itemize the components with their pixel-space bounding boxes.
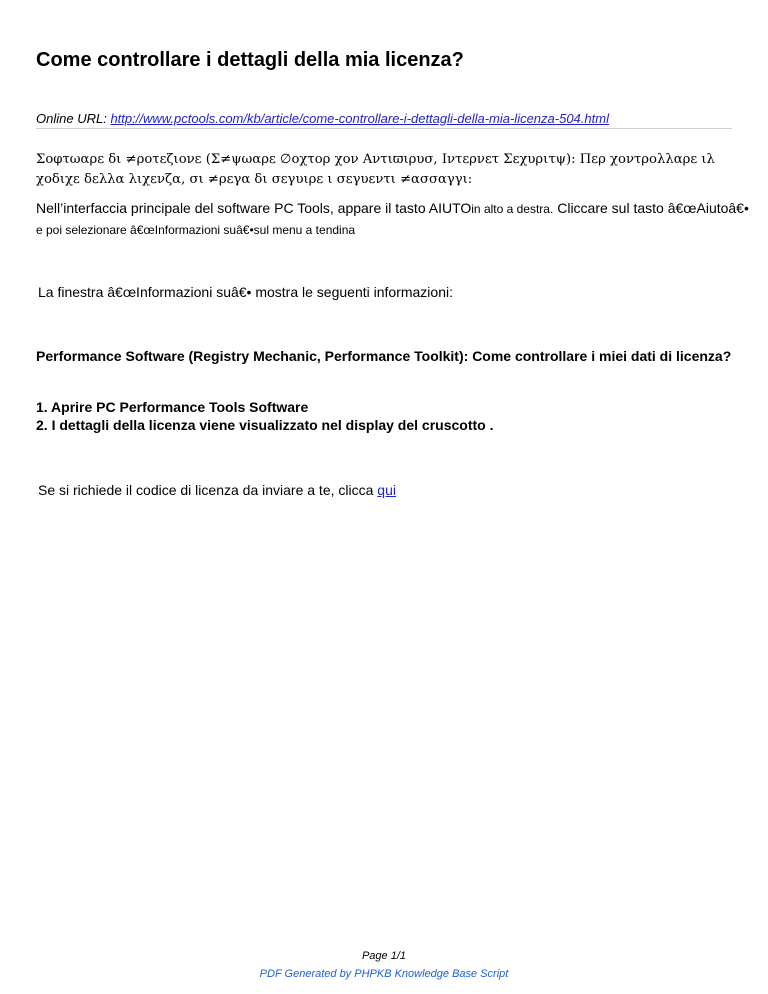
aiuto-label: AIUTO	[428, 200, 472, 216]
interface-text-2: in alto a destra.	[471, 202, 554, 216]
codice-text: Se si richiede il codice di licenza da inviare a te, clicca	[38, 482, 374, 498]
performance-heading: Performance Software (Registry Mechanic, Performance Toolkit): Come controllare i miei dati di licenza?	[36, 348, 732, 364]
interface-paragraph	[36, 198, 756, 240]
page-number: Page 1/1	[361, 950, 407, 962]
online-url-line	[36, 111, 609, 126]
interface-text-3: Cliccare sul tasto	[557, 200, 664, 216]
header-divider	[36, 128, 732, 129]
codice-paragraph	[38, 482, 396, 498]
article-url-link[interactable]: http://www.pctools.com/kb/article/come-controllare-i-dettagli-della-mia-licenza-504.html	[110, 111, 609, 126]
interface-text-5: e poi selezionare â€œInformazioni suâ€•sul menu a tendina	[36, 223, 356, 237]
page-title: Come controllare i dettagli della mia licenza?	[36, 49, 464, 71]
url-label: Online URL:	[36, 111, 107, 126]
qui-link[interactable]: qui	[377, 482, 396, 498]
generated-by: PDF Generated by PHPKB Knowledge Base Script	[259, 968, 509, 980]
steps-list	[36, 398, 493, 434]
step-item: 1. Aprire PC Performance Tools Software	[36, 399, 309, 415]
interface-text-1: Nell’interfaccia principale del software PC Tools, appare il tasto	[36, 200, 426, 216]
garbled-paragraph: Σοφτωαρε δι ≠ροτεζιονε (Σ≠ψωαρε ∅οχτορ χον Αντιϖιρυσ, Ιντερνετ Σεχυριτψ): Περ χοντρολλαρε ιλ χοδιχε δελλα λιχενζα, σι ≠ρεγα δι σεγυιρε ι σεγυεντι ≠ασσαγγι:	[36, 152, 715, 187]
step-item: 2. I dettagli della licenza viene visualizzato nel display del cruscotto .	[36, 417, 494, 433]
finestra-paragraph: La finestra â€œInformazioni suâ€• mostra le seguenti informazioni:	[38, 284, 453, 300]
interface-text-4: â€œAiutoâ€•	[667, 200, 749, 216]
